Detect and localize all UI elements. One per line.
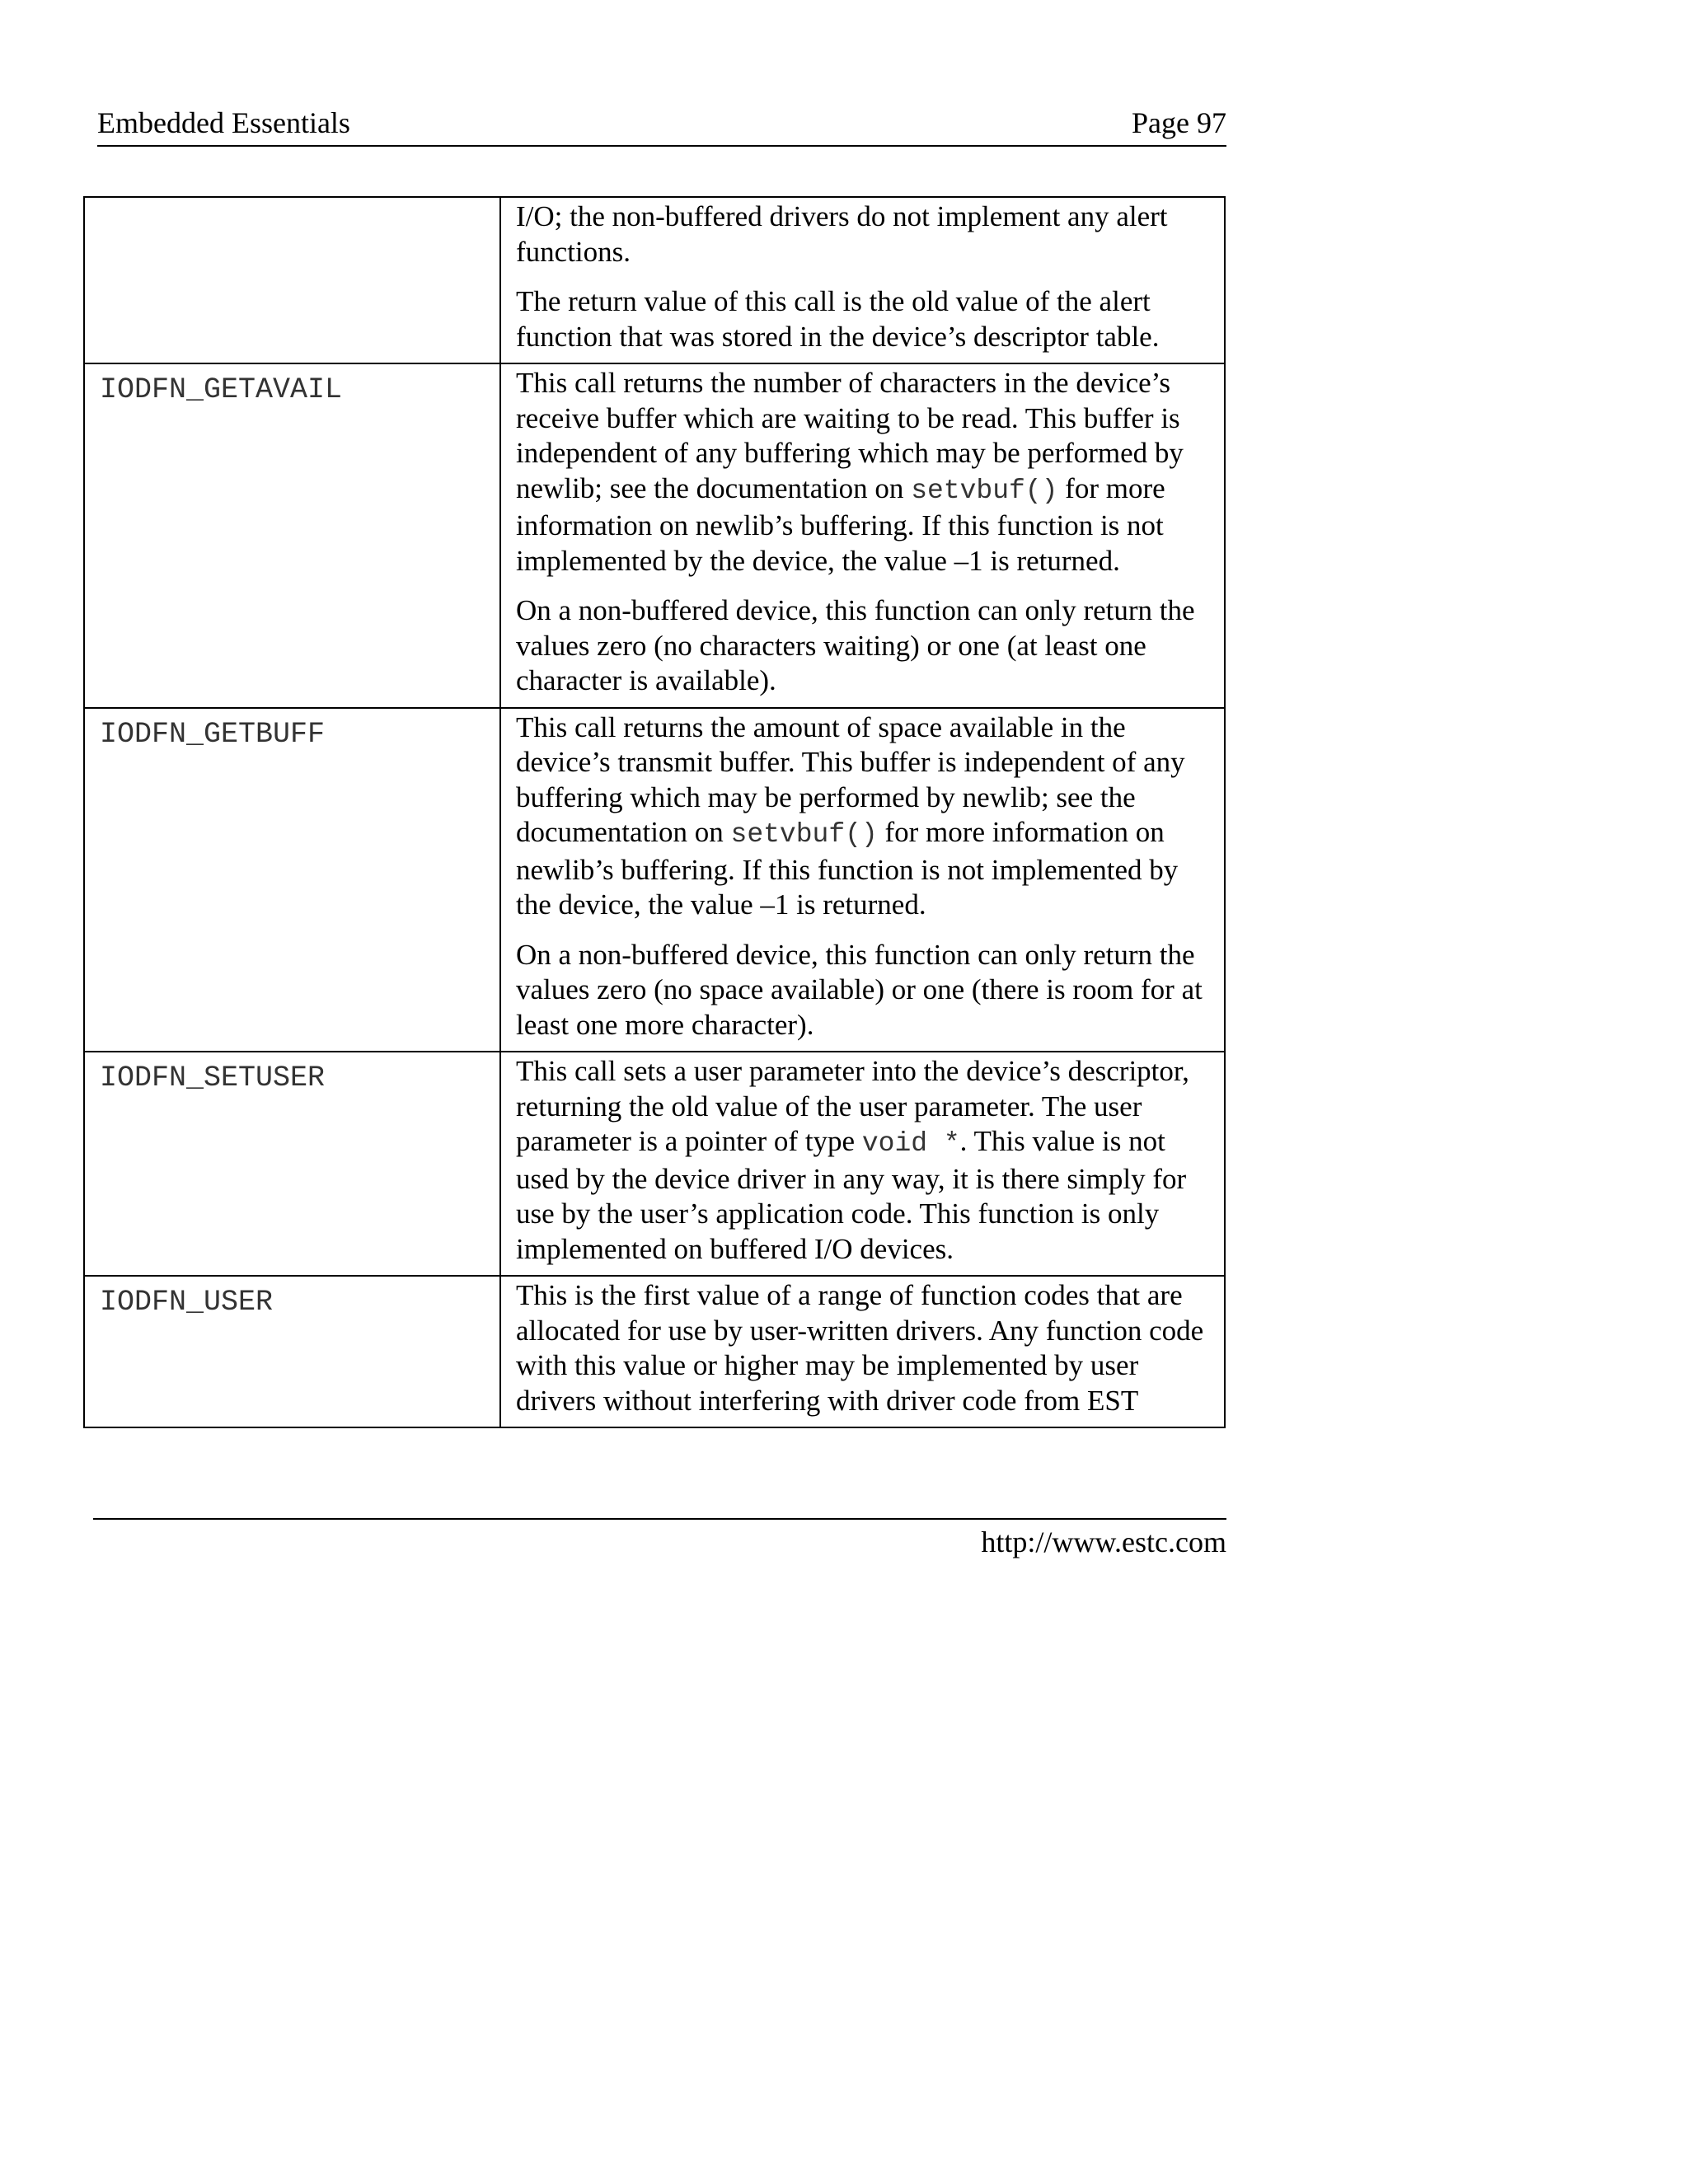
paragraph-text: The return value of this call is the old value of the alert function that was stored in the device’s descriptor table. bbox=[516, 285, 1160, 353]
description-paragraph bbox=[516, 710, 1211, 923]
inline-code: void * bbox=[861, 1128, 960, 1159]
page-header bbox=[97, 102, 1226, 147]
inline-code: setvbuf() bbox=[911, 475, 1058, 506]
paragraph-text: I/O; the non-buffered drivers do not implement any alert functions. bbox=[516, 200, 1168, 268]
description-paragraph bbox=[516, 1278, 1211, 1418]
paragraph-text: This is the first value of a range of function codes that are allocated for use by user-written drivers. Any function code with this value or higher may be implemented by user drivers without interfering with driver code from EST bbox=[516, 1279, 1204, 1417]
footer-url: http://www.estc.com bbox=[981, 1526, 1226, 1558]
description-paragraph bbox=[516, 1054, 1211, 1267]
table-row bbox=[84, 1276, 1225, 1427]
paragraph-text: This call sets a user parameter into the device’s descriptor, returning the old value of the user parameter. The user parameter is a pointer of type bbox=[516, 1055, 1189, 1157]
table-row bbox=[84, 197, 1225, 363]
description-paragraph bbox=[516, 284, 1211, 354]
description-paragraph bbox=[516, 199, 1211, 269]
table-row bbox=[84, 363, 1225, 708]
description-cell bbox=[500, 1276, 1225, 1427]
function-code-cell: IODFN_GETAVAIL bbox=[84, 363, 500, 708]
description-cell bbox=[500, 363, 1225, 708]
paragraph-text: for more information on newlib’s buffering. If this function is not implemented by the device, the value –1 is returned. bbox=[516, 816, 1179, 921]
description-paragraph bbox=[516, 938, 1211, 1043]
paragraph-text: This call returns the amount of space available in the device’s transmit buffer. This buffer is independent of any buffering which may be performed by newlib; see the documentation on bbox=[516, 710, 1185, 848]
table-row bbox=[84, 1052, 1225, 1276]
page-number: Page 97 bbox=[1132, 106, 1226, 139]
description-paragraph bbox=[516, 593, 1211, 699]
function-code-table bbox=[83, 196, 1226, 1428]
function-code-cell bbox=[84, 197, 500, 363]
description-paragraph bbox=[516, 366, 1211, 579]
table-row bbox=[84, 708, 1225, 1052]
function-code-cell: IODFN_SETUSER bbox=[84, 1052, 500, 1276]
paragraph-text: On a non-buffered device, this function can only return the values zero (no characters waiting) or one (at least one character is available). bbox=[516, 594, 1195, 696]
function-code-cell: IODFN_GETBUFF bbox=[84, 708, 500, 1052]
description-cell bbox=[500, 197, 1225, 363]
inline-code: setvbuf() bbox=[730, 819, 878, 850]
paragraph-text: . This value is not used by the device driver in any way, it is there simply for use by the user’s application code. This function is only implemented on buffered I/O devices. bbox=[516, 1125, 1187, 1265]
page-footer bbox=[93, 1518, 1226, 1559]
description-cell bbox=[500, 708, 1225, 1052]
paragraph-text: This call returns the number of characters in the device’s receive buffer which are waiting to be read. This buffer is independent of any buffering which may be performed by newlib; see the documentation on bbox=[516, 367, 1184, 504]
paragraph-text: On a non-buffered device, this function can only return the values zero (no space available) or one (there is room for at least one more character). bbox=[516, 938, 1203, 1041]
description-cell bbox=[500, 1052, 1225, 1276]
document-title: Embedded Essentials bbox=[97, 106, 350, 139]
function-code-cell: IODFN_USER bbox=[84, 1276, 500, 1427]
paragraph-text: for more information on newlib’s buffering. If this function is not implemented by the device, the value –1 is returned. bbox=[516, 471, 1165, 577]
